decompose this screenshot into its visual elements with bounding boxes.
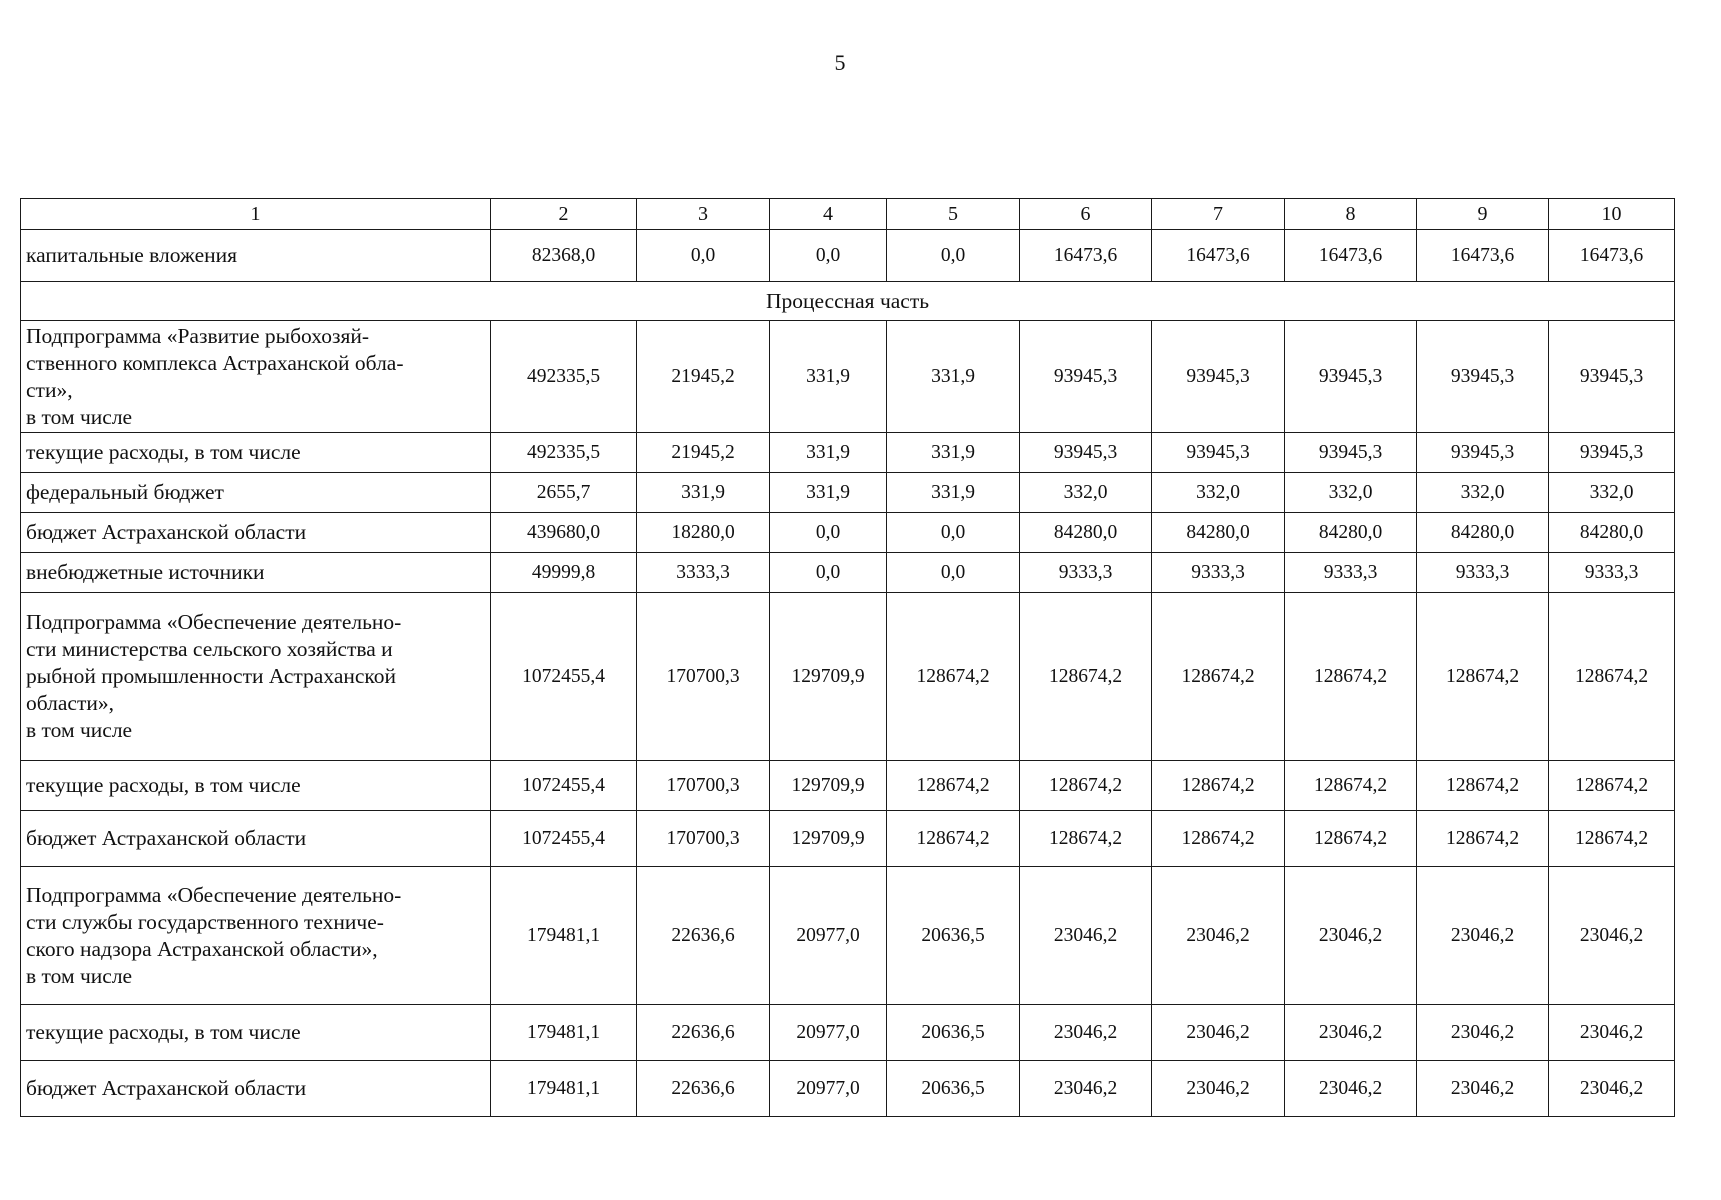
label-line: сти министерства сельского хозяйства и <box>26 637 393 661</box>
table-cell: 20636,5 <box>887 1005 1020 1061</box>
column-header: 1 <box>21 199 491 230</box>
table-cell: 179481,1 <box>491 1061 637 1117</box>
table-cell: 0,0 <box>887 230 1020 282</box>
table-cell: 9333,3 <box>1417 553 1549 593</box>
table-cell: 23046,2 <box>1152 1005 1285 1061</box>
table-cell: 23046,2 <box>1417 867 1549 1005</box>
table-cell: 93945,3 <box>1020 433 1152 473</box>
table-cell: 331,9 <box>887 433 1020 473</box>
row-label <box>21 867 491 1005</box>
row-label <box>21 593 491 761</box>
table-cell: 23046,2 <box>1549 1005 1675 1061</box>
table-cell: 0,0 <box>770 513 887 553</box>
table-cell: 128674,2 <box>1152 811 1285 867</box>
table-cell: 129709,9 <box>770 811 887 867</box>
table-cell: 18280,0 <box>637 513 770 553</box>
table-cell: 1072455,4 <box>491 811 637 867</box>
table-cell: 23046,2 <box>1020 1061 1152 1117</box>
label-line: Подпрограмма «Развитие рыбохозяй- <box>26 323 369 348</box>
table-cell: 22636,6 <box>637 1005 770 1061</box>
table-cell: 331,9 <box>887 321 1020 433</box>
table-cell: 331,9 <box>770 473 887 513</box>
column-header: 8 <box>1285 199 1417 230</box>
table-cell: 170700,3 <box>637 811 770 867</box>
table-row <box>21 867 1675 1005</box>
table-cell: 9333,3 <box>1285 553 1417 593</box>
table-cell: 9333,3 <box>1152 553 1285 593</box>
table-row <box>21 811 1675 867</box>
table-cell: 84280,0 <box>1549 513 1675 553</box>
table-cell: 9333,3 <box>1549 553 1675 593</box>
table-cell: 93945,3 <box>1549 433 1675 473</box>
table-cell: 0,0 <box>770 230 887 282</box>
table-cell: 179481,1 <box>491 1005 637 1061</box>
label-line: Подпрограмма «Обеспечение деятельно- <box>26 610 402 634</box>
row-label: текущие расходы, в том числе <box>21 433 491 473</box>
table-row <box>21 473 1675 513</box>
table-cell: 23046,2 <box>1020 1005 1152 1061</box>
table-cell: 331,9 <box>770 321 887 433</box>
table-cell: 20977,0 <box>770 1061 887 1117</box>
label-line: рыбной промышленности Астраханской <box>26 664 397 688</box>
section-row <box>21 282 1675 321</box>
table-cell: 20636,5 <box>887 1061 1020 1117</box>
table-cell: 170700,3 <box>637 761 770 811</box>
table-cell: 331,9 <box>770 433 887 473</box>
column-header: 3 <box>637 199 770 230</box>
table-cell: 20977,0 <box>770 1005 887 1061</box>
table-cell: 20636,5 <box>887 867 1020 1005</box>
table-cell: 332,0 <box>1152 473 1285 513</box>
table-row <box>21 513 1675 553</box>
table-cell: 0,0 <box>637 230 770 282</box>
column-header: 5 <box>887 199 1020 230</box>
label-line: ского надзора Астраханской области», <box>26 936 378 961</box>
table-cell: 0,0 <box>887 553 1020 593</box>
table-row <box>21 761 1675 811</box>
table-row <box>21 593 1675 761</box>
label-line: ственного комплекса Астраханской обла- <box>26 350 404 375</box>
table-cell: 128674,2 <box>1549 761 1675 811</box>
table-cell: 128674,2 <box>1549 811 1675 867</box>
column-header: 9 <box>1417 199 1549 230</box>
table-cell: 20977,0 <box>770 867 887 1005</box>
table-cell: 128674,2 <box>1285 593 1417 761</box>
table-cell: 93945,3 <box>1152 321 1285 433</box>
table-cell: 23046,2 <box>1020 867 1152 1005</box>
row-label: капитальные вложения <box>21 230 491 282</box>
row-label: внебюджетные источники <box>21 553 491 593</box>
table-cell: 128674,2 <box>887 811 1020 867</box>
label-line: в том числе <box>26 718 133 742</box>
table-cell: 128674,2 <box>1020 811 1152 867</box>
table-cell: 21945,2 <box>637 321 770 433</box>
table-cell: 128674,2 <box>887 593 1020 761</box>
table-cell: 84280,0 <box>1020 513 1152 553</box>
table-cell: 93945,3 <box>1417 433 1549 473</box>
table-cell: 332,0 <box>1285 473 1417 513</box>
table-cell: 128674,2 <box>1152 761 1285 811</box>
table-row <box>21 230 1675 282</box>
table-cell: 21945,2 <box>637 433 770 473</box>
table-cell: 179481,1 <box>491 867 637 1005</box>
table-cell: 129709,9 <box>770 761 887 811</box>
table-cell: 492335,5 <box>491 321 637 433</box>
table-cell: 16473,6 <box>1285 230 1417 282</box>
table-cell: 331,9 <box>637 473 770 513</box>
table-cell: 23046,2 <box>1152 1061 1285 1117</box>
column-header: 4 <box>770 199 887 230</box>
table-cell: 93945,3 <box>1285 433 1417 473</box>
table-cell: 23046,2 <box>1285 1061 1417 1117</box>
table-cell: 128674,2 <box>1152 593 1285 761</box>
column-header: 7 <box>1152 199 1285 230</box>
table-cell: 1072455,4 <box>491 761 637 811</box>
table-row <box>21 553 1675 593</box>
table-cell: 23046,2 <box>1417 1005 1549 1061</box>
table-cell: 93945,3 <box>1152 433 1285 473</box>
table-header-row <box>21 199 1675 230</box>
table-cell: 22636,6 <box>637 1061 770 1117</box>
row-label: текущие расходы, в том числе <box>21 1005 491 1061</box>
row-label: бюджет Астраханской области <box>21 513 491 553</box>
table-cell: 84280,0 <box>1417 513 1549 553</box>
table-cell: 0,0 <box>887 513 1020 553</box>
column-header: 2 <box>491 199 637 230</box>
table-cell: 23046,2 <box>1152 867 1285 1005</box>
column-header: 10 <box>1549 199 1675 230</box>
table-cell: 129709,9 <box>770 593 887 761</box>
label-line: области», <box>26 691 114 715</box>
budget-table <box>20 198 1675 1117</box>
table-row <box>21 321 1675 433</box>
table-cell: 23046,2 <box>1417 1061 1549 1117</box>
row-label <box>21 321 491 433</box>
table-cell: 82368,0 <box>491 230 637 282</box>
page-number: 5 <box>834 50 846 75</box>
table-cell: 23046,2 <box>1549 1061 1675 1117</box>
label-line: сти службы государственного техниче- <box>26 909 384 934</box>
table-cell: 23046,2 <box>1285 867 1417 1005</box>
table-cell: 16473,6 <box>1152 230 1285 282</box>
table-cell: 332,0 <box>1020 473 1152 513</box>
table-cell: 128674,2 <box>1417 811 1549 867</box>
table-cell: 93945,3 <box>1549 321 1675 433</box>
label-line: сти», <box>26 377 73 402</box>
row-label: бюджет Астраханской области <box>21 811 491 867</box>
table-cell: 439680,0 <box>491 513 637 553</box>
table-cell: 331,9 <box>887 473 1020 513</box>
table-cell: 1072455,4 <box>491 593 637 761</box>
table-cell: 84280,0 <box>1152 513 1285 553</box>
table-cell: 84280,0 <box>1285 513 1417 553</box>
table-cell: 3333,3 <box>637 553 770 593</box>
section-title: Процессная часть <box>21 282 1675 321</box>
table-cell: 93945,3 <box>1285 321 1417 433</box>
row-label: бюджет Астраханской области <box>21 1061 491 1117</box>
table-cell: 16473,6 <box>1549 230 1675 282</box>
table-cell: 22636,6 <box>637 867 770 1005</box>
table-cell: 332,0 <box>1549 473 1675 513</box>
table-cell: 2655,7 <box>491 473 637 513</box>
table-cell: 492335,5 <box>491 433 637 473</box>
table-cell: 128674,2 <box>1285 761 1417 811</box>
label-line: в том числе <box>26 404 133 429</box>
table-cell: 170700,3 <box>637 593 770 761</box>
table-cell: 93945,3 <box>1020 321 1152 433</box>
table-row <box>21 433 1675 473</box>
table-cell: 93945,3 <box>1417 321 1549 433</box>
table-cell: 0,0 <box>770 553 887 593</box>
row-label: федеральный бюджет <box>21 473 491 513</box>
row-label: текущие расходы, в том числе <box>21 761 491 811</box>
table-row <box>21 1005 1675 1061</box>
label-line: в том числе <box>26 963 133 988</box>
label-line: Подпрограмма «Обеспечение деятельно- <box>26 882 402 907</box>
table-cell: 23046,2 <box>1285 1005 1417 1061</box>
table-cell: 128674,2 <box>1417 593 1549 761</box>
table-row <box>21 1061 1675 1117</box>
table-cell: 16473,6 <box>1020 230 1152 282</box>
table-cell: 128674,2 <box>1417 761 1549 811</box>
table-cell: 128674,2 <box>887 761 1020 811</box>
table-cell: 16473,6 <box>1417 230 1549 282</box>
column-header: 6 <box>1020 199 1152 230</box>
table-cell: 9333,3 <box>1020 553 1152 593</box>
table-cell: 332,0 <box>1417 473 1549 513</box>
table-cell: 128674,2 <box>1285 811 1417 867</box>
table-cell: 49999,8 <box>491 553 637 593</box>
table-cell: 128674,2 <box>1020 761 1152 811</box>
table-cell: 23046,2 <box>1549 867 1675 1005</box>
table-cell: 128674,2 <box>1549 593 1675 761</box>
table-cell: 128674,2 <box>1020 593 1152 761</box>
